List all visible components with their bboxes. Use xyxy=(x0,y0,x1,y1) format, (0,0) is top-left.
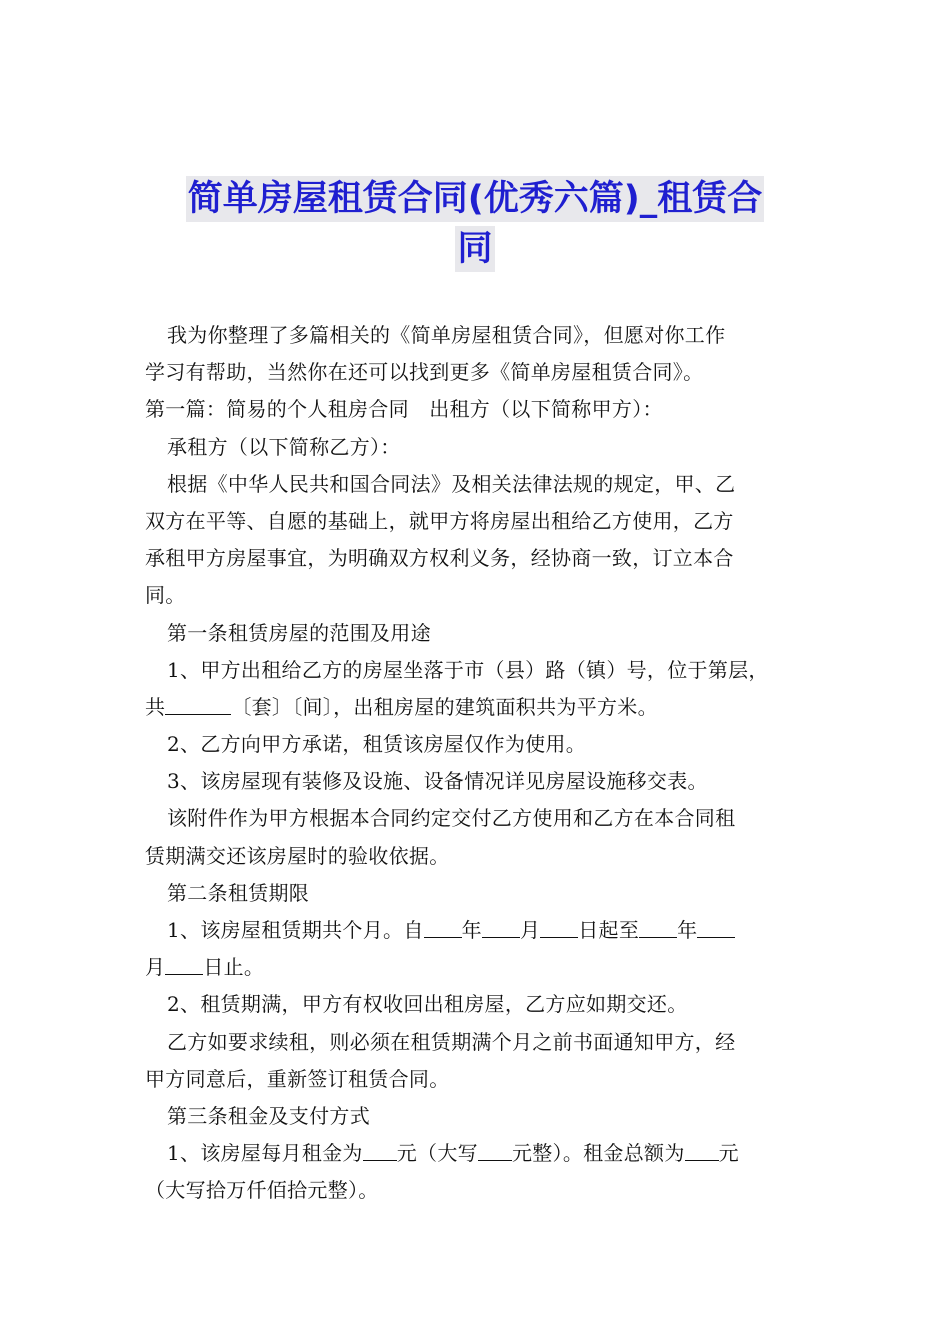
preamble-line-1: 根据《中华人民共和国合同法》及相关法律法规的规定，甲、乙 xyxy=(167,471,736,496)
intro-line-2: 学习有帮助，当然你在还可以找到更多《简单房屋租赁合同》。 xyxy=(145,360,704,385)
text-segment: 日止。 xyxy=(203,955,265,980)
fill-blank xyxy=(639,918,677,938)
part1-heading: 第一篇：简易的个人租房合同 出租方（以下简称甲方）： xyxy=(145,397,663,422)
text-segment: 〔套〕〔间〕，出租房屋的建筑面积共为平方米。 xyxy=(231,694,658,719)
article3-heading: 第三条租金及支付方式 xyxy=(167,1103,370,1128)
preamble-line-3: 承租甲方房屋事宜，为明确双方权利义务，经协商一致，订立本合 xyxy=(145,546,734,571)
article2-heading: 第二条租赁期限 xyxy=(167,880,310,905)
fill-blank xyxy=(540,918,578,938)
text-segment: 日起至 xyxy=(578,918,640,942)
article2-note-line-2: 甲方同意后，重新签订租赁合同。 xyxy=(145,1066,450,1091)
article1-note-line-1: 该附件作为甲方根据本合同约定交付乙方使用和乙方在本合同租 xyxy=(167,806,736,831)
text-segment: 元整）。租金总额为 xyxy=(511,1141,685,1166)
article2-item1-line-1 xyxy=(145,912,825,949)
article1-item1-line-2 xyxy=(145,689,825,726)
fill-blank xyxy=(482,918,520,938)
fill-blank xyxy=(685,1141,719,1161)
fill-blank xyxy=(165,955,203,975)
fill-blank xyxy=(424,918,462,938)
article2-item1-line-2 xyxy=(145,949,825,986)
article1-note-line-2: 赁期满交还该房屋时的验收依据。 xyxy=(145,843,450,868)
text-segment: 月 xyxy=(145,955,166,980)
text-segment: 元 xyxy=(718,1141,739,1166)
fill-blank xyxy=(478,1141,512,1161)
preamble-line-4: 同。 xyxy=(145,583,186,608)
text-segment: 1、该房屋租赁期共个月。自 xyxy=(167,918,424,942)
article1-item3: 3、该房屋现有装修及设施、设备情况详见房屋设施移交表。 xyxy=(167,769,708,794)
text-segment: 1、该房屋每月租金为 xyxy=(167,1141,363,1166)
fill-blank xyxy=(363,1141,397,1161)
preamble-line-2: 双方在平等、自愿的基础上，就甲方将房屋出租给乙方使用，乙方 xyxy=(145,508,734,533)
fill-blank xyxy=(165,695,231,715)
document-body xyxy=(145,317,825,1210)
text-segment: 年 xyxy=(461,918,482,942)
article1-heading: 第一条租赁房屋的范围及用途 xyxy=(167,620,431,645)
document-title xyxy=(0,176,950,276)
text-segment: 共 xyxy=(145,694,166,719)
article3-item1-line-1 xyxy=(145,1135,825,1172)
text-segment: 月 xyxy=(519,918,541,942)
lessee-line: 承租方（以下简称乙方）： xyxy=(167,434,401,459)
fill-blank xyxy=(697,918,735,938)
title-line-2: 同 xyxy=(455,226,494,272)
intro-line-1: 我为你整理了多篇相关的《简单房屋租赁合同》，但愿对你工作 xyxy=(167,323,726,347)
text-segment: 元（大写 xyxy=(396,1141,478,1166)
text-segment: 年 xyxy=(677,918,698,942)
title-line-1: 简单房屋租赁合同(优秀六篇)_租赁合 xyxy=(186,176,765,222)
article2-item2: 2、租赁期满，甲方有权收回出租房屋，乙方应如期交还。 xyxy=(167,992,688,1017)
article2-note-line-1: 乙方如要求续租，则必须在租赁期满个月之前书面通知甲方，经 xyxy=(167,1029,736,1054)
article1-item2: 2、乙方向甲方承诺，租赁该房屋仅作为使用。 xyxy=(167,732,587,757)
article1-item1-line-1: 1、甲方出租给乙方的房屋坐落于市（县）路（镇）号，位于第层， xyxy=(167,657,769,682)
article3-item1-line-2: （大写拾万仟佰拾元整）。 xyxy=(145,1178,379,1203)
